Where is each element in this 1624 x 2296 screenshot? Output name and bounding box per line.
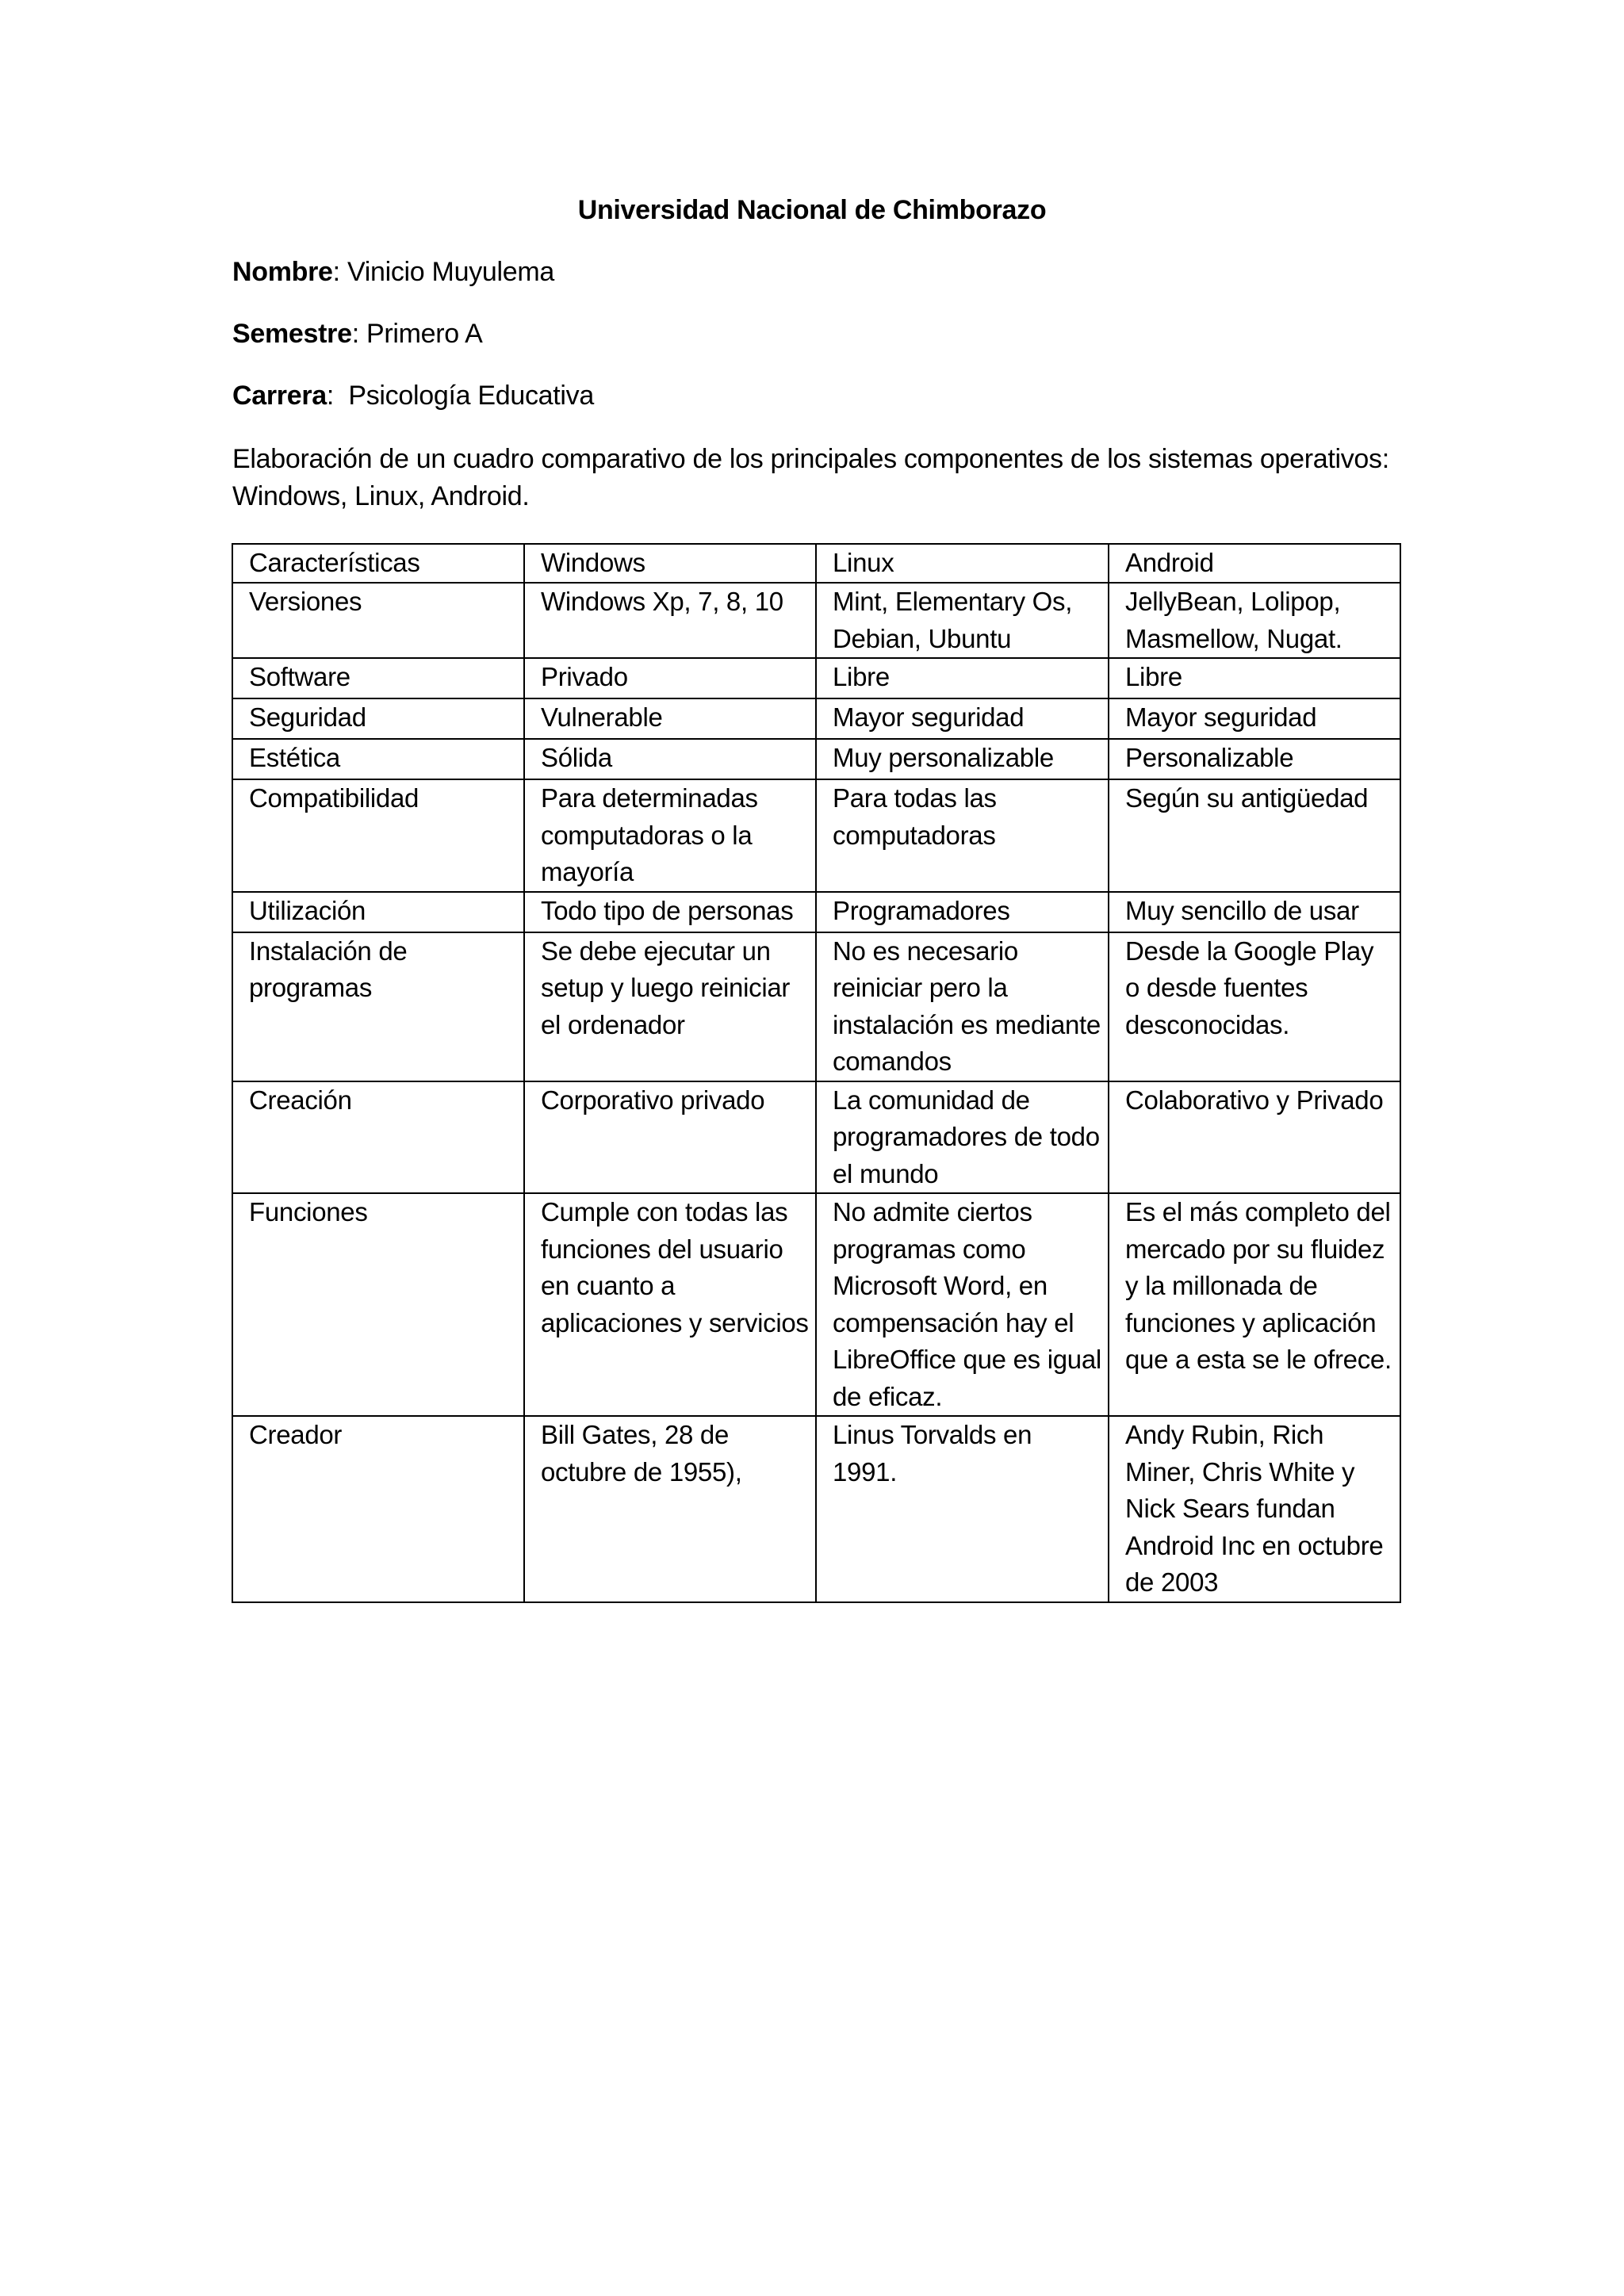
table-cell: No es necesario reiniciar pero la instalación es mediante comandos bbox=[816, 932, 1109, 1081]
table-cell: Mayor seguridad bbox=[1109, 698, 1400, 739]
table-cell: Sólida bbox=[524, 739, 816, 779]
table-cell: No admite ciertos programas como Microsoft Word, en compensación hay el LibreOffice que es igual de eficaz. bbox=[816, 1193, 1109, 1416]
table-cell: Según su antigüedad bbox=[1109, 779, 1400, 892]
table-cell: Todo tipo de personas bbox=[524, 892, 816, 932]
career-separator: : bbox=[326, 381, 349, 411]
table-cell: Programadores bbox=[816, 892, 1109, 932]
table-row-header-cell: Utilización bbox=[232, 892, 524, 932]
table-cell: Mayor seguridad bbox=[816, 698, 1109, 739]
page-title: Universidad Nacional de Chimborazo bbox=[577, 195, 1047, 225]
comparison-table bbox=[232, 543, 1401, 1603]
career-value: Psicología Educativa bbox=[348, 381, 594, 411]
table-row-header-cell: Funciones bbox=[232, 1193, 524, 1416]
table-row-header-cell: Estética bbox=[232, 739, 524, 779]
intro-paragraph: Elaboración de un cuadro comparativo de los principales componentes de los sistemas operativos: Windows, Linux, Android. bbox=[232, 444, 1389, 511]
table-row-header-cell: Creación bbox=[232, 1081, 524, 1194]
table-cell: Privado bbox=[524, 658, 816, 698]
table-cell: Es el más completo del mercado por su fluidez y la millonada de funciones y aplicación que a esta se le ofrece. bbox=[1109, 1193, 1400, 1416]
table-row-header-cell: Compatibilidad bbox=[232, 779, 524, 892]
table-cell: Corporativo privado bbox=[524, 1081, 816, 1194]
table-cell: Cumple con todas las funciones del usuario en cuanto a aplicaciones y servicios bbox=[524, 1193, 816, 1416]
table-row-header-cell: Software bbox=[232, 658, 524, 698]
table-row bbox=[232, 1416, 1400, 1602]
table-row bbox=[232, 658, 1400, 698]
table-cell: Windows Xp, 7, 8, 10 bbox=[524, 583, 816, 658]
table-row bbox=[232, 892, 1400, 932]
semester-separator: : bbox=[351, 319, 366, 349]
table-cell: La comunidad de programadores de todo el mundo bbox=[816, 1081, 1109, 1194]
table-row bbox=[232, 583, 1400, 658]
semester-value: Primero A bbox=[366, 319, 483, 349]
table-row bbox=[232, 698, 1400, 739]
table-header-row bbox=[232, 544, 1400, 583]
table-cell: Libre bbox=[1109, 658, 1400, 698]
name-field bbox=[232, 254, 554, 290]
name-value: Vinicio Muyulema bbox=[347, 257, 554, 287]
table-cell: Linus Torvalds en 1991. bbox=[816, 1416, 1109, 1602]
comparison-table-body bbox=[232, 544, 1400, 1602]
semester-field bbox=[232, 316, 483, 352]
table-cell: Desde la Google Play o desde fuentes desconocidas. bbox=[1109, 932, 1400, 1081]
table-header-cell: Características bbox=[232, 544, 524, 583]
table-cell: Vulnerable bbox=[524, 698, 816, 739]
table-row-header-cell: Creador bbox=[232, 1416, 524, 1602]
table-header-cell: Android bbox=[1109, 544, 1400, 583]
table-row bbox=[232, 932, 1400, 1081]
table-cell: Para todas las computadoras bbox=[816, 779, 1109, 892]
table-row bbox=[232, 739, 1400, 779]
name-label: Nombre bbox=[232, 257, 333, 287]
table-row-header-cell: Seguridad bbox=[232, 698, 524, 739]
table-row bbox=[232, 779, 1400, 892]
table-cell: Andy Rubin, Rich Miner, Chris White y Nick Sears fundan Android Inc en octubre de 2003 bbox=[1109, 1416, 1400, 1602]
table-header-cell: Linux bbox=[816, 544, 1109, 583]
table-row-header-cell: Instalación de programas bbox=[232, 932, 524, 1081]
table-cell: Muy personalizable bbox=[816, 739, 1109, 779]
table-cell: Personalizable bbox=[1109, 739, 1400, 779]
table-cell: Libre bbox=[816, 658, 1109, 698]
table-cell: Muy sencillo de usar bbox=[1109, 892, 1400, 932]
table-row bbox=[232, 1081, 1400, 1194]
table-cell: Bill Gates, 28 de octubre de 1955), bbox=[524, 1416, 816, 1602]
table-cell: Colaborativo y Privado bbox=[1109, 1081, 1400, 1194]
table-row bbox=[232, 1193, 1400, 1416]
table-header-cell: Windows bbox=[524, 544, 816, 583]
career-label: Carrera bbox=[232, 381, 327, 411]
table-row-header-cell: Versiones bbox=[232, 583, 524, 658]
table-cell: Se debe ejecutar un setup y luego reiniciar el ordenador bbox=[524, 932, 816, 1081]
semester-label: Semestre bbox=[232, 319, 352, 349]
name-separator: : bbox=[332, 257, 347, 287]
table-cell: Para determinadas computadoras o la mayoría bbox=[524, 779, 816, 892]
table-cell: Mint, Elementary Os, Debian, Ubuntu bbox=[816, 583, 1109, 658]
table-cell: JellyBean, Lolipop, Masmellow, Nugat. bbox=[1109, 583, 1400, 658]
career-field bbox=[232, 377, 594, 414]
